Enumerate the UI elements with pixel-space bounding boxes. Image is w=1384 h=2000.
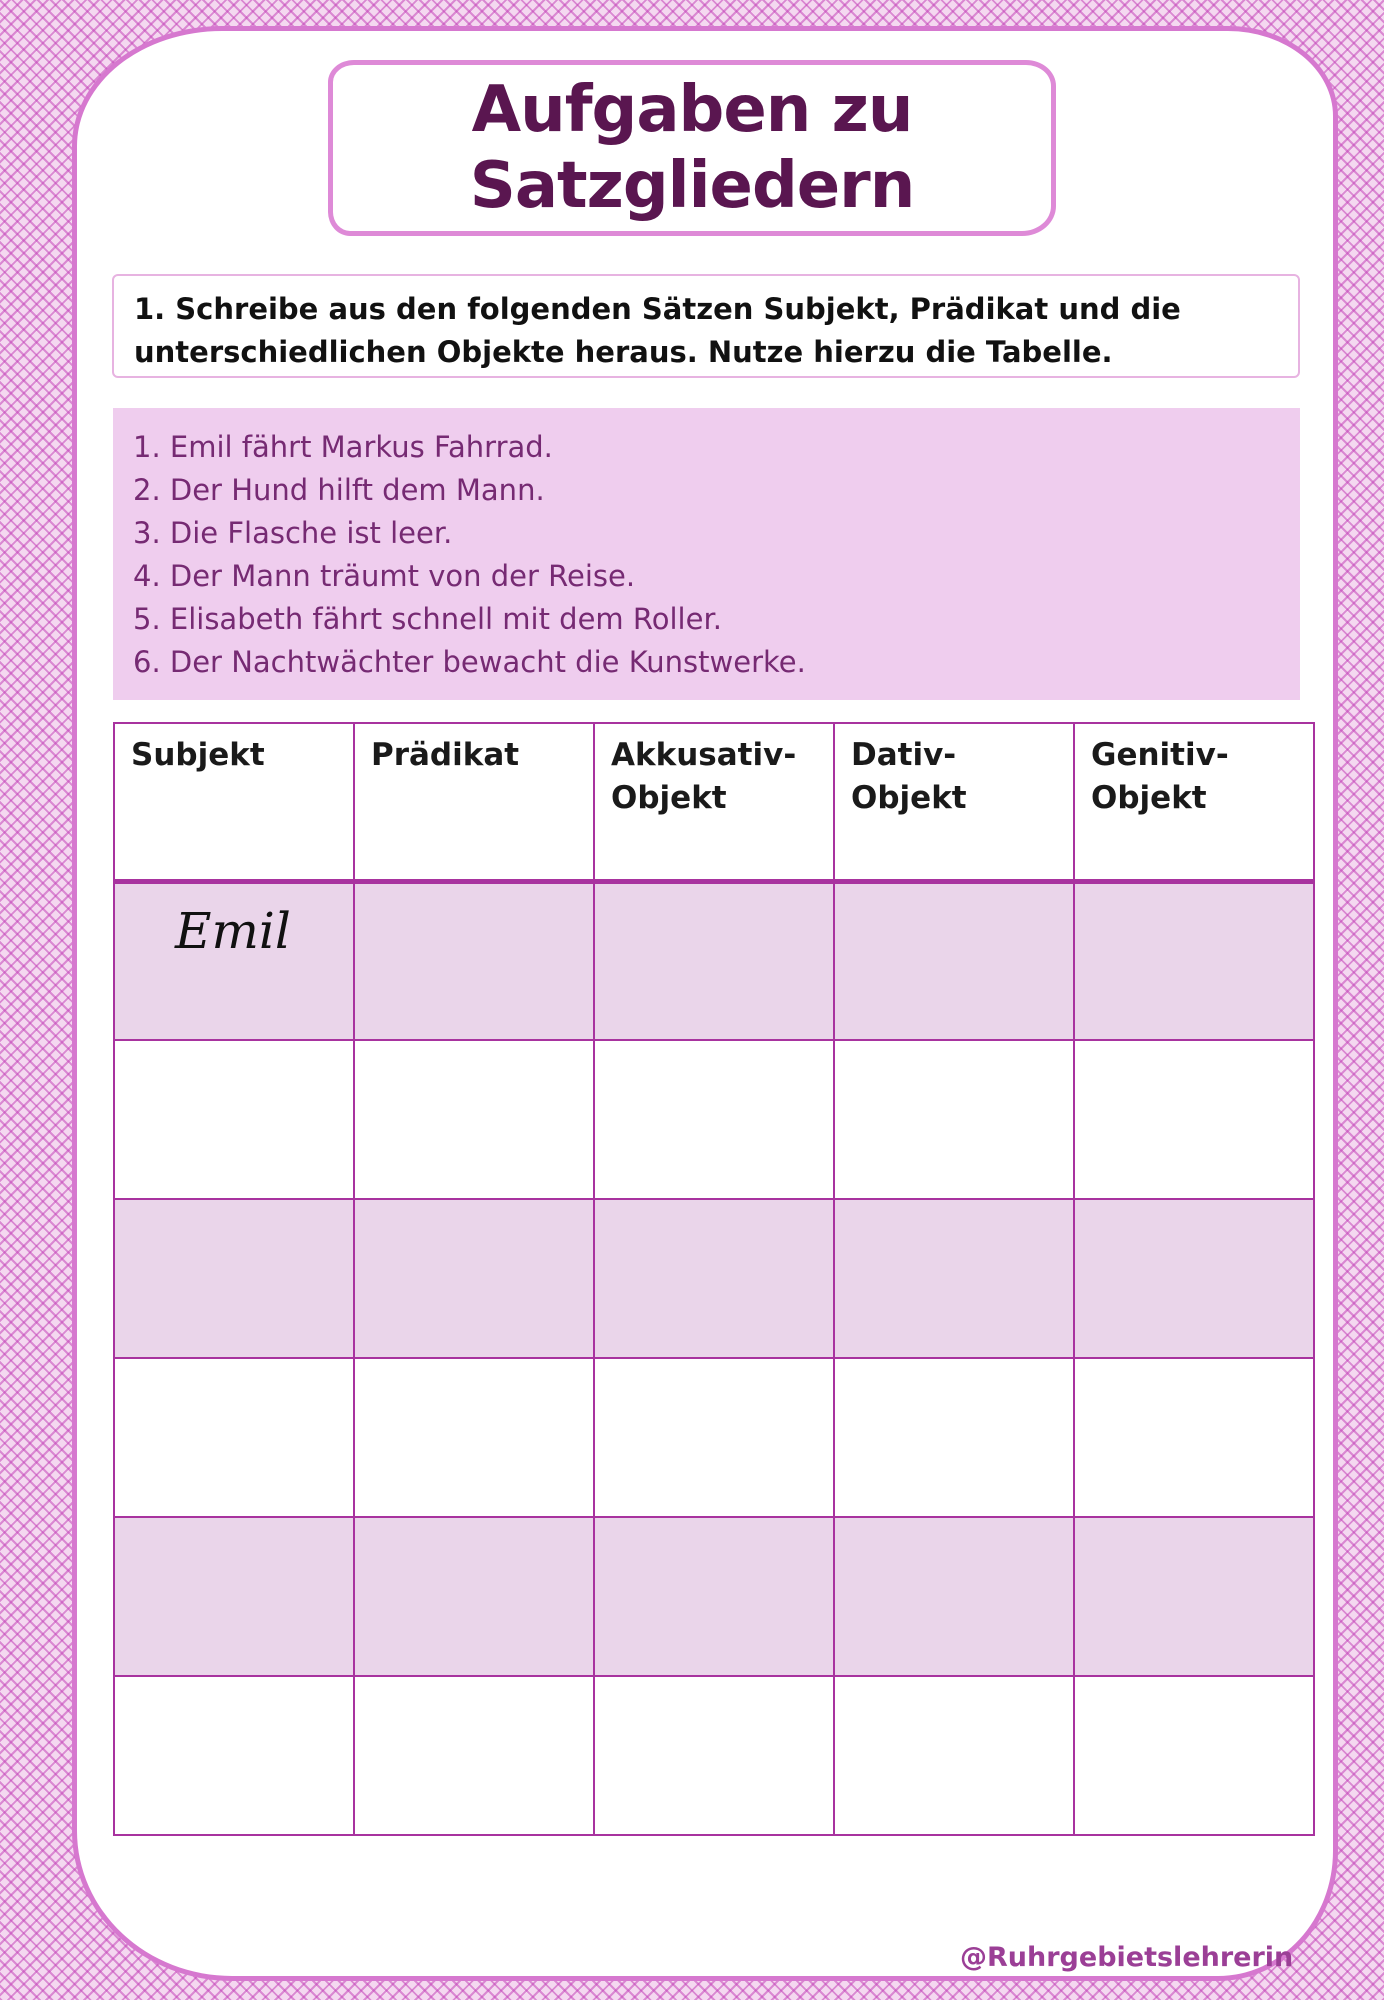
task-instruction: 1. Schreibe aus den folgenden Sätzen Subjekt, Prädikat und die unterschiedlichen Objekte heraus. Nutze hierzu die Tabelle.: [134, 292, 1181, 369]
table-cell[interactable]: [1074, 1358, 1314, 1517]
table-cell[interactable]: [114, 881, 354, 1040]
table-row: [114, 1676, 1314, 1835]
sentence-item: 6. Der Nachtwächter bewacht die Kunstwerke.: [133, 645, 806, 679]
table-cell[interactable]: [354, 881, 594, 1040]
table-cell[interactable]: [834, 1199, 1074, 1358]
table-cell[interactable]: [594, 1358, 834, 1517]
table-cell[interactable]: [594, 1517, 834, 1676]
table-cell[interactable]: [834, 1358, 1074, 1517]
author-credit: @Ruhrgebietslehrerin: [960, 1942, 1294, 1973]
table-cell[interactable]: [1074, 1676, 1314, 1835]
table-cell[interactable]: [114, 1199, 354, 1358]
table-cell[interactable]: [834, 881, 1074, 1040]
sentence-item: 2. Der Hund hilft dem Mann.: [133, 473, 545, 507]
header-genitiv-objekt: Genitiv-Objekt: [1074, 723, 1314, 881]
table-cell[interactable]: [594, 1199, 834, 1358]
header-praedikat: Prädikat: [354, 723, 594, 881]
table-cell[interactable]: [834, 1676, 1074, 1835]
title-banner: [328, 60, 1056, 236]
table-row: [114, 1358, 1314, 1517]
table-cell[interactable]: [594, 1040, 834, 1199]
table-cell[interactable]: [1074, 881, 1314, 1040]
sentence-item: 5. Elisabeth fährt schnell mit dem Roller.: [133, 602, 722, 636]
table-row: [114, 1517, 1314, 1676]
table-cell[interactable]: [114, 1040, 354, 1199]
table-row: [114, 881, 1314, 1040]
table-cell[interactable]: [1074, 1040, 1314, 1199]
table-cell[interactable]: [114, 1676, 354, 1835]
table-cell[interactable]: [354, 1040, 594, 1199]
task-instruction-box: [112, 274, 1300, 378]
table-cell[interactable]: [834, 1040, 1074, 1199]
table-row: [114, 1199, 1314, 1358]
sentence-item: 4. Der Mann träumt von der Reise.: [133, 559, 636, 593]
header-dativ-objekt: Dativ-Objekt: [834, 723, 1074, 881]
handwritten-answer: Emil: [175, 901, 291, 960]
table-cell[interactable]: [594, 1676, 834, 1835]
table-cell[interactable]: [114, 1358, 354, 1517]
table-cell[interactable]: [594, 881, 834, 1040]
table-cell[interactable]: [114, 1517, 354, 1676]
header-subjekt: Subjekt: [114, 723, 354, 881]
table-cell[interactable]: [834, 1517, 1074, 1676]
sentence-item: 3. Die Flasche ist leer.: [133, 516, 453, 550]
answer-table: [113, 722, 1315, 1836]
table-header-row: [114, 723, 1314, 881]
sentence-item: 1. Emil fährt Markus Fahrrad.: [133, 430, 553, 464]
table-cell[interactable]: [354, 1517, 594, 1676]
table-cell[interactable]: [354, 1358, 594, 1517]
table-row: [114, 1040, 1314, 1199]
table-cell[interactable]: [354, 1676, 594, 1835]
table-cell[interactable]: [1074, 1517, 1314, 1676]
sentence-list: [113, 408, 1300, 700]
header-akkusativ-objekt: Akkusativ-Objekt: [594, 723, 834, 881]
table-cell[interactable]: [354, 1199, 594, 1358]
table-cell[interactable]: [1074, 1199, 1314, 1358]
page-title: Aufgaben zu Satzgliedern: [469, 73, 915, 223]
